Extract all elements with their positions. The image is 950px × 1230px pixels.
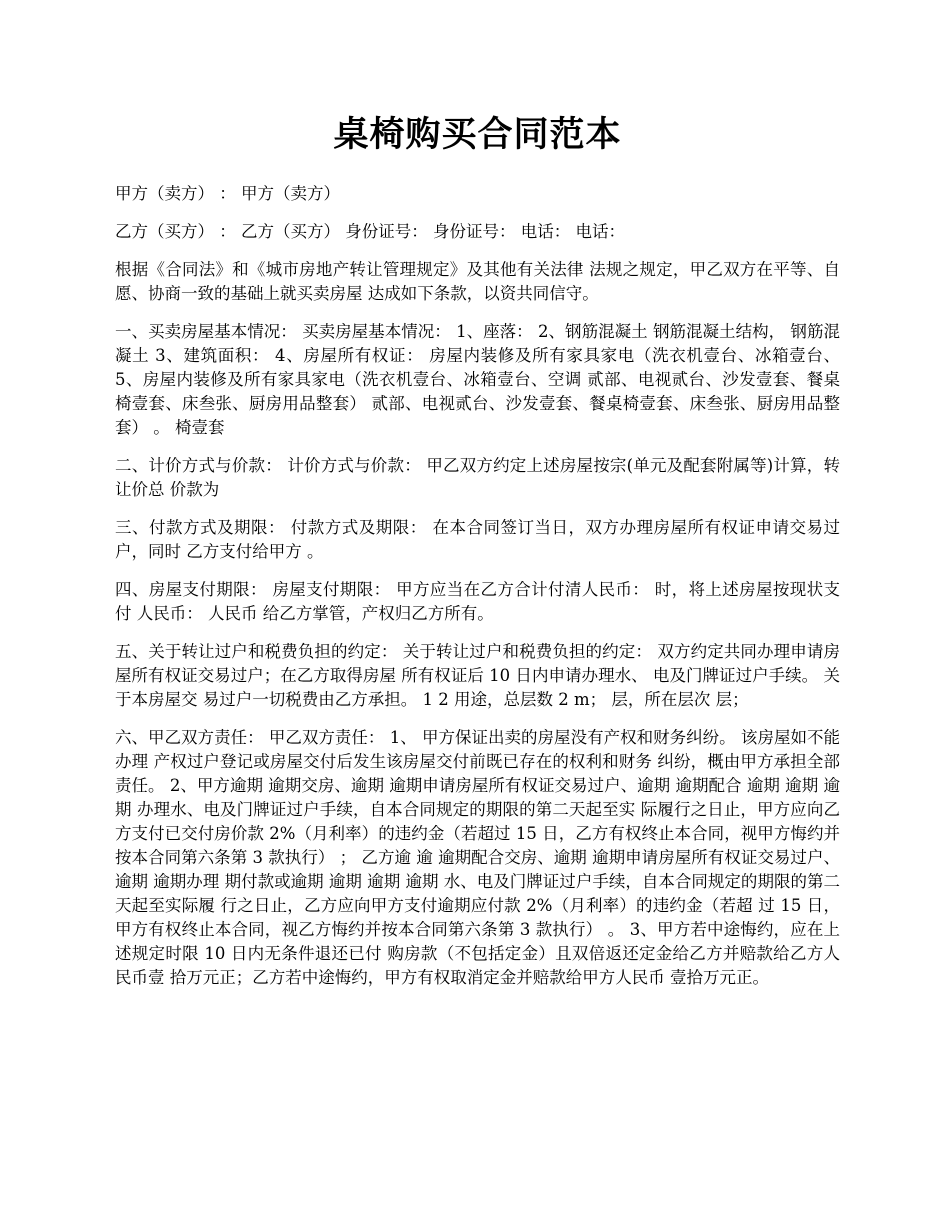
clause-2-paragraph: 二、计价方式与价款： 计价方式与价款： 甲乙双方约定上述房屋按宗(单元及配套附属等)计算，转让价总 价款为 <box>115 456 840 499</box>
clause-5-paragraph: 五、关于转让过户和税费负担的约定： 关于转让过户和税费负担的约定： 双方约定共同办理申请房屋所有权证交易过户；在乙方取得房屋 所有权证后 10 日内申请办理水、 电及门牌证过户手续。 关于本房屋交 易过户一切税费由乙方承担。 1 2 用途，总层数 2 m； 层，所在层次 层； <box>115 642 840 709</box>
clause-6-paragraph: 六、甲乙双方责任： 甲乙双方责任： 1、 甲方保证出卖的房屋没有产权和财务纠纷。 该房屋如不能办理 产权过户登记或房屋交付后发生该房屋交付前既已存在的权利和财务 纠纷，概由甲方承担全部责任。 2、甲方逾期 逾期交房、逾期 逾期申请房屋所有权证交易过户、逾期 逾期配合 逾期 逾期 逾期 办理水、电及门牌证过户手续，自本合同规定的期限的第二天起至实 际履行之日止，甲方应向乙方支付已交付房价款 2%（月利率）的违约金（若超过 15 日，乙方有权终止本合同，视甲方悔约并按本合同第六条第 3 款执行） ； 乙方逾 逾 逾期配合交房、逾期 逾期申请房屋所有权证交易过户、逾期 逾期办理 期付款或逾期 逾期 逾期 逾期 水、电及门牌证过户手续，自本合同规定的期限的第二天起至实际履 行之日止，乙方应向甲方支付逾期应付款 2%（月利率）的违约金（若超 过 15 日，甲方有权终止本合同，视乙方悔约并按本合同第六条第 3 款执行） 。 3、甲方若中途悔约，应在上述规定时限 10 日内无条件退还已付 购房款（不包括定金）且双倍返还定金给乙方并赔款给乙方人民币壹 拾万元正；乙方若中途悔约，甲方有权取消定金并赔款给甲方人民币 壹拾万元正。 <box>115 728 840 987</box>
document-title: 桌椅购买合同范本 <box>333 114 622 155</box>
preamble-paragraph: 根据《合同法》和《城市房地产转让管理规定》及其他有关法律 法规之规定，甲乙双方在平等、自愿、协商一致的基础上就买卖房屋 达成如下条款，以资共同信守。 <box>115 260 840 303</box>
clause-4-paragraph: 四、房屋支付期限： 房屋支付期限： 甲方应当在乙方合计付清人民币： 时，将上述房屋按现状支付 人民币： 人民币 给乙方掌管，产权归乙方所有。 <box>115 580 840 623</box>
clause-1-paragraph: 一、买卖房屋基本情况： 买卖房屋基本情况： 1、座落： 2、钢筋混凝土 钢筋混凝土结构， 钢筋混凝土 3、建筑面积： 4、房屋所有权证： 房屋内装修及所有家具家电（洗衣机壹台、冰箱壹台、 5、房屋内装修及所有家具家电（洗衣机壹台、冰箱壹台、空调 贰部、电视贰台、沙发壹套、餐桌椅壹套、床叁张、厨房用品整套） 贰部、电视贰台、沙发壹套、餐桌椅壹套、床叁张、厨房用品整套） 。 椅壹套 <box>115 322 840 437</box>
clause-3-paragraph: 三、付款方式及期限： 付款方式及期限： 在本合同签订当日，双方办理房屋所有权证申请交易过户，同时 乙方支付给甲方 。 <box>115 518 840 561</box>
document-page <box>115 110 840 1004</box>
party-a-line: 甲方（卖方） ： 甲方（卖方） <box>115 184 340 203</box>
party-b-line: 乙方（买方） ： 乙方（买方） 身份证号： 身份证号： 电话： 电话： <box>115 222 625 241</box>
